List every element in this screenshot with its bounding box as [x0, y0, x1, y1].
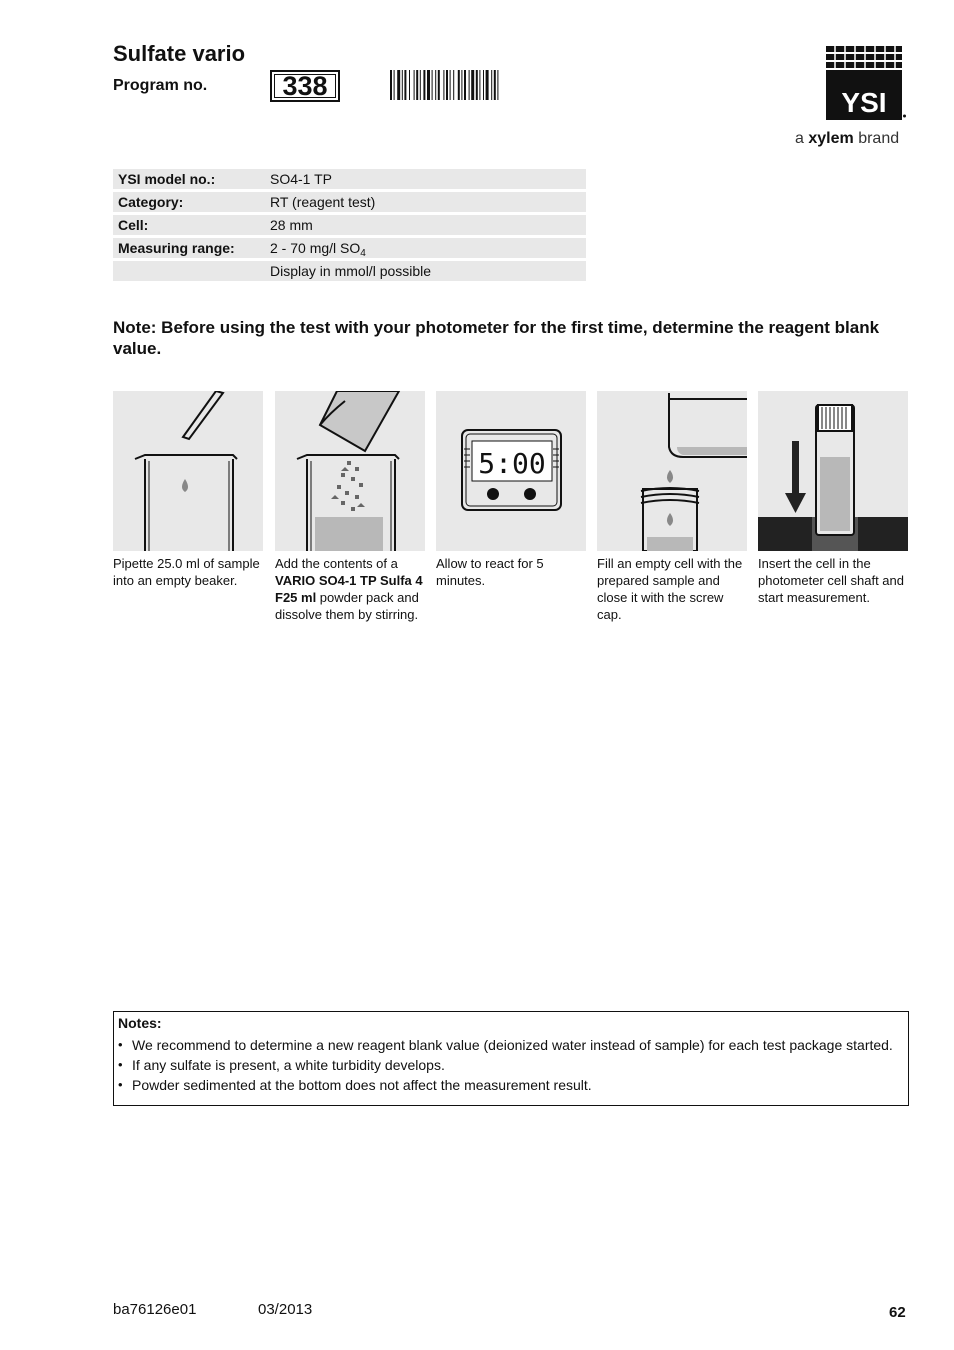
spec-row [113, 238, 586, 258]
barcode-image [390, 70, 555, 100]
logo-text: YSI [841, 87, 887, 118]
range-value: 2 - 70 mg/l SO [270, 240, 361, 256]
spec-row [113, 261, 586, 281]
first-use-note: Note: Before using the test with your photometer for the first time, determine the reagent blank value. [113, 318, 880, 358]
brand-tagline [795, 130, 899, 148]
note-text: If any sulfate is present, a white turbidity develops. [132, 1057, 445, 1073]
notes-heading: Notes: [118, 1015, 162, 1031]
spec-value: Display in mmol/l possible [270, 263, 432, 279]
note-text: Powder sedimented at the bottom does not affect the measurement result. [132, 1077, 592, 1093]
timer-readout: 5:00 [478, 447, 546, 480]
step-caption: Fill an empty cell with the prepared sample and close it with the screw cap. [597, 556, 743, 622]
document-number: ba76126e01 [113, 1301, 197, 1318]
spec-row [113, 192, 586, 212]
bullet-point: • [118, 1057, 123, 1072]
step-caption: Pipette 25.0 ml of sample into an empty beaker. [113, 556, 260, 588]
step-2 [275, 391, 425, 623]
step-caption [275, 555, 425, 623]
spec-row [113, 215, 586, 235]
list-item [118, 1035, 904, 1055]
fill-cell-illustration [597, 391, 747, 551]
step-caption-text: Add the contents of a [275, 556, 398, 571]
reagent-name: VARIO SO4-1 TP Sulfa 4 F25 ml [275, 573, 423, 605]
spec-row [113, 169, 586, 189]
bullet-point: • [118, 1077, 123, 1092]
note-text: We recommend to determine a new reagent blank value (deionized water instead of sample) for each test package started. [132, 1037, 893, 1053]
spec-value: SO4-1 TP [270, 171, 332, 187]
brand-name: xylem [808, 130, 854, 147]
step-caption: Insert the cell in the photometer cell shaft and start measurement. [758, 556, 904, 605]
bullet-point: • [118, 1037, 123, 1052]
insert-cell-illustration [758, 391, 908, 551]
range-subscript: 4 [360, 248, 366, 259]
list-item [118, 1075, 904, 1095]
document-date: 03/2013 [258, 1301, 313, 1318]
spec-key [113, 261, 270, 281]
list-item [118, 1055, 904, 1075]
step-caption-text: powder pack and dissolve them by stirring. [275, 590, 419, 622]
spec-key: Cell: [118, 217, 149, 233]
powder-pack-beaker-illustration [275, 391, 425, 551]
spec-key: YSI model no.: [118, 171, 216, 187]
spec-key: Category: [118, 194, 184, 210]
spec-value: 28 mm [270, 217, 313, 233]
brand-suffix: brand [858, 130, 900, 147]
step-caption: Allow to react for 5 minutes. [436, 556, 544, 588]
notes-box [113, 1011, 909, 1106]
program-number: 338 [270, 70, 340, 102]
step-3 [436, 391, 586, 589]
spec-value: RT (reagent test) [270, 194, 376, 210]
page-title: Sulfate vario [113, 41, 246, 66]
timer-illustration [436, 391, 586, 551]
ysi-logo [826, 46, 906, 120]
step-4 [597, 391, 747, 623]
step-1 [113, 391, 263, 589]
program-label: Program no. [113, 77, 208, 94]
spec-value [270, 238, 586, 258]
spec-key: Measuring range: [118, 240, 235, 256]
spec-table [113, 169, 586, 284]
brand-prefix: a [795, 130, 804, 147]
pipette-beaker-illustration [113, 391, 263, 551]
step-5 [758, 391, 908, 606]
page-number: 62 [889, 1304, 906, 1321]
